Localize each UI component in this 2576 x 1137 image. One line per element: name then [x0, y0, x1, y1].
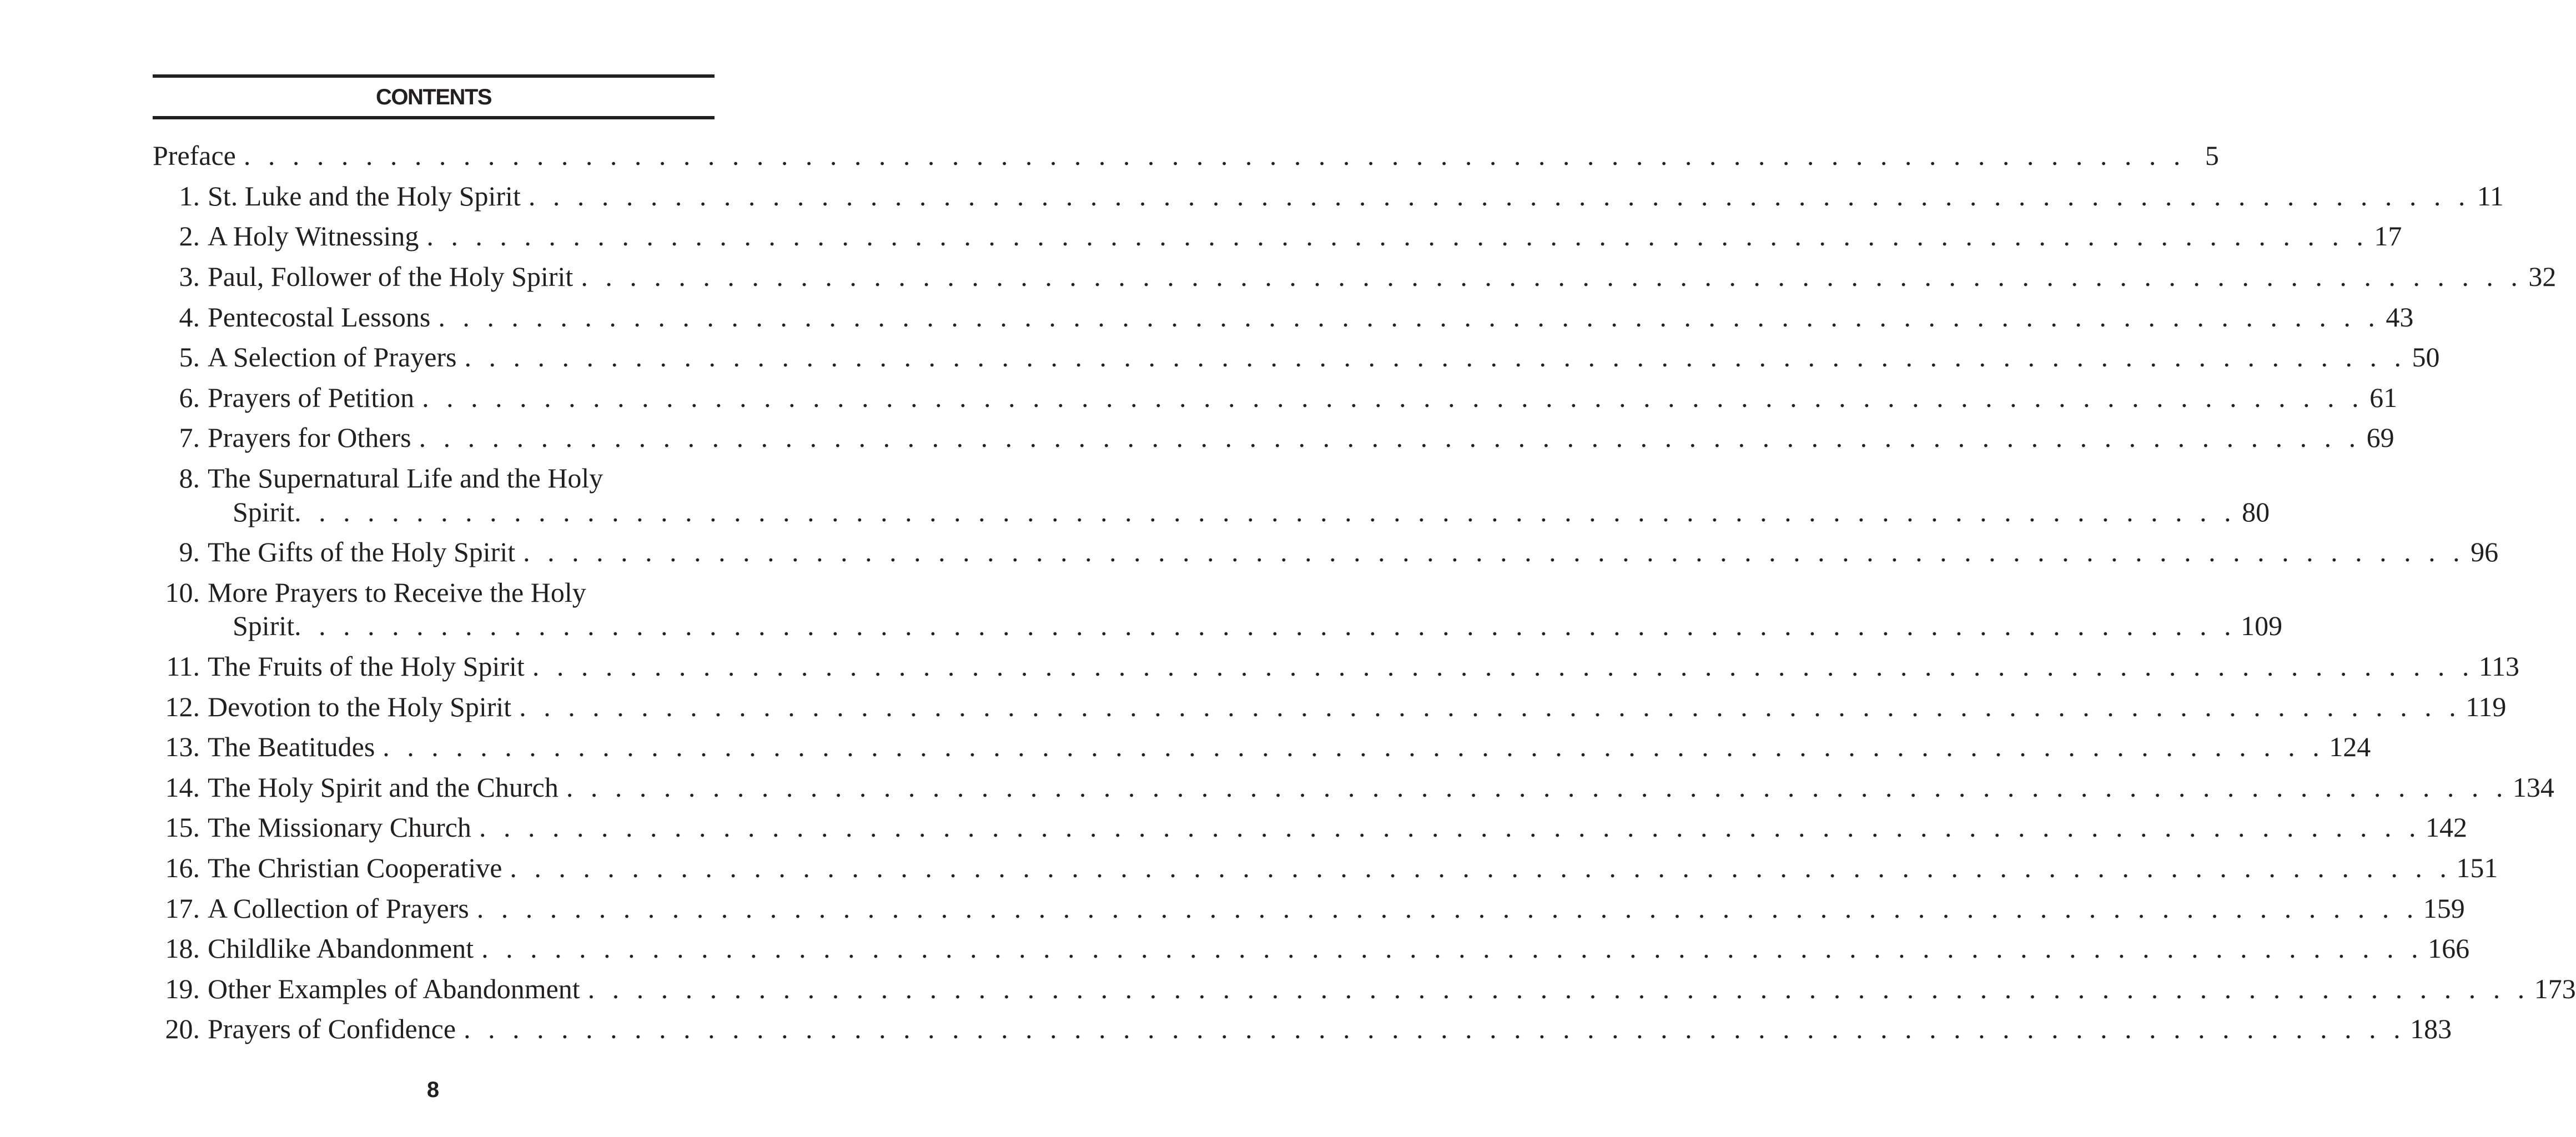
entry-page: 32 — [2528, 261, 2557, 293]
entry-number: 9. — [179, 536, 200, 568]
dot-leader: . . . . . . . . . . . . . . . . . . . . . . . . . . . . . . . . . . . . . . . . . . . . . . . . . . . . . . . . . . . . . . . . . . . . . . . . . . . . . . . . — [243, 140, 2186, 172]
entry-number: 5. — [179, 341, 200, 373]
entry-page: 69 — [2366, 422, 2394, 454]
entry-title: Pentecostal Lessons — [208, 301, 431, 333]
toc-entry-continuation — [153, 491, 2270, 532]
dot-leader: . . . . . . . . . . . . . . . . . . . . . . . . . . . . . . . . . . . . . . . . . . . . . . . . . . . . . . . . . . . . . . . . . . . . . . . . . . . . . . . . — [464, 341, 2407, 373]
entry-number: 1. — [179, 180, 200, 212]
entry-number: 2. — [179, 220, 200, 252]
dot-leader: . . . . . . . . . . . . . . . . . . . . . . . . . . . . . . . . . . . . . . . . . . . . . . . . . . . . . . . . . . . . . . . . . . . . . . . . . . . . . . . . — [464, 1013, 2406, 1045]
entry-title: The Fruits of the Holy Spirit — [208, 651, 525, 682]
entry-page: 124 — [2329, 731, 2371, 763]
toc-entry[interactable] — [153, 417, 2394, 458]
toc-entry[interactable] — [153, 337, 2440, 378]
entry-page: 183 — [2410, 1013, 2452, 1045]
toc-entry[interactable] — [153, 968, 2576, 1009]
bottom-rule — [153, 116, 715, 119]
entry-page: 159 — [2423, 892, 2465, 924]
dot-leader: . . . . . . . . . . . . . . . . . . . . . . . . . . . . . . . . . . . . . . . . . . . . . . . . . . . . . . . . . . . . . . . . . . . . . . . . . . . . . . . . — [419, 422, 2361, 454]
entry-title: The Missionary Church — [208, 812, 471, 843]
entry-title: More Prayers to Receive the Holy — [208, 576, 586, 608]
entry-title: The Holy Spirit and the Church — [208, 771, 559, 803]
dot-leader: . . . . . . . . . . . . . . . . . . . . . . . . . . . . . . . . . . . . . . . . . . . . . . . . . . . . . . . . . . . . . . . . . . . . . . . . . . . . . . . . — [510, 852, 2452, 883]
toc-entry[interactable] — [153, 1009, 2452, 1049]
entry-title: Prayers for Others — [208, 422, 411, 454]
contents-heading: CONTENTS — [376, 85, 491, 109]
entry-number: 4. — [179, 301, 200, 333]
entry-page: 43 — [2386, 301, 2414, 333]
dot-leader: . . . . . . . . . . . . . . . . . . . . . . . . . . . . . . . . . . . . . . . . . . . . . . . . . . . . . . . . . . . . . . . . . . . . . . . . . . . . . . . . — [481, 933, 2424, 964]
entry-number: 10. — [165, 576, 200, 608]
toc-entry[interactable] — [153, 646, 2519, 687]
dot-leader: . . . . . . . . . . . . . . . . . . . . . . . . . . . . . . . . . . . . . . . . . . . . . . . . . . . . . . . . . . . . . . . . . . . . . . . . . . . . . . . . — [528, 180, 2471, 212]
dot-leader: . . . . . . . . . . . . . . . . . . . . . . . . . . . . . . . . . . . . . . . . . . . . . . . . . . . . . . . . . . . . . . . . . . . . . . . . . . . . . . . . — [294, 610, 2237, 642]
entry-title: The Christian Cooperative — [208, 852, 502, 883]
dot-leader: . . . . . . . . . . . . . . . . . . . . . . . . . . . . . . . . . . . . . . . . . . . . . . . . . . . . . . . . . . . . . . . . . . . . . . . . . . . . . . . . — [383, 731, 2325, 763]
entry-number: 18. — [165, 933, 200, 964]
entry-page: 119 — [2466, 691, 2507, 722]
toc-entry[interactable] — [153, 888, 2465, 928]
entry-number: 19. — [165, 973, 200, 1004]
entry-title: Paul, Follower of the Holy Spirit — [208, 261, 573, 293]
dot-leader: . . . . . . . . . . . . . . . . . . . . . . . . . . . . . . . . . . . . . . . . . . . . . . . . . . . . . . . . . . . . . . . . . . . . . . . . . . . . . . . . — [519, 691, 2462, 722]
toc-entry[interactable] — [153, 807, 2467, 848]
dot-leader: . . . . . . . . . . . . . . . . . . . . . . . . . . . . . . . . . . . . . . . . . . . . . . . . . . . . . . . . . . . . . . . . . . . . . . . . . . . . . . . . — [566, 771, 2508, 803]
entry-page: 61 — [2369, 381, 2398, 413]
entry-number: 17. — [165, 892, 200, 924]
toc-entry[interactable] — [153, 256, 2557, 297]
entry-page: 80 — [2242, 496, 2270, 527]
entry-title: Preface — [153, 140, 236, 172]
entry-title: The Beatitudes — [208, 731, 375, 763]
top-rule — [153, 74, 715, 78]
entry-number: 7. — [179, 422, 200, 454]
entry-number: 3. — [179, 261, 200, 293]
dot-leader: . . . . . . . . . . . . . . . . . . . . . . . . . . . . . . . . . . . . . . . . . . . . . . . . . . . . . . . . . . . . . . . . . . . . . . . . . . . . . . . . — [523, 536, 2466, 568]
entry-number: 6. — [179, 381, 200, 413]
entry-page: 134 — [2512, 771, 2554, 803]
dot-leader: . . . . . . . . . . . . . . . . . . . . . . . . . . . . . . . . . . . . . . . . . . . . . . . . . . . . . . . . . . . . . . . . . . . . . . . . . . . . . . . . — [422, 381, 2364, 413]
entry-number: 16. — [165, 852, 200, 883]
dot-leader: . . . . . . . . . . . . . . . . . . . . . . . . . . . . . . . . . . . . . . . . . . . . . . . . . . . . . . . . . . . . . . . . . . . . . . . . . . . . . . . . — [532, 651, 2474, 682]
table-of-contents — [153, 135, 2576, 1049]
entry-page: 5 — [2205, 140, 2219, 172]
entry-page: 11 — [2477, 180, 2504, 212]
dot-leader: . . . . . . . . . . . . . . . . . . . . . . . . . . . . . . . . . . . . . . . . . . . . . . . . . . . . . . . . . . . . . . . . . . . . . . . . . . . . . . . . — [294, 496, 2237, 527]
toc-entry[interactable] — [153, 848, 2498, 888]
entry-title: A Holy Witnessing — [208, 220, 419, 252]
toc-entry[interactable] — [153, 686, 2507, 727]
page-number: 8 — [426, 1078, 440, 1102]
entry-title: A Selection of Prayers — [208, 341, 457, 373]
toc-entry[interactable] — [153, 135, 2219, 176]
entry-page: 151 — [2456, 852, 2498, 883]
entry-title: Other Examples of Abandonment — [208, 973, 580, 1004]
toc-entry[interactable] — [153, 767, 2554, 808]
entry-title: St. Luke and the Holy Spirit — [208, 180, 521, 212]
toc-entry[interactable] — [153, 296, 2414, 337]
entry-title: Childlike Abandonment — [208, 933, 474, 964]
entry-page: 17 — [2374, 220, 2402, 252]
dot-leader: . . . . . . . . . . . . . . . . . . . . . . . . . . . . . . . . . . . . . . . . . . . . . . . . . . . . . . . . . . . . . . . . . . . . . . . . . . . . . . . . — [581, 261, 2523, 293]
toc-entry[interactable] — [153, 378, 2398, 418]
entry-title-continued: Spirit — [233, 496, 295, 527]
entry-title-continued: Spirit — [233, 610, 295, 642]
dot-leader: . . . . . . . . . . . . . . . . . . . . . . . . . . . . . . . . . . . . . . . . . . . . . . . . . . . . . . . . . . . . . . . . . . . . . . . . . . . . . . . . — [426, 220, 2369, 252]
entry-number: 20. — [165, 1013, 200, 1045]
entry-title: Prayers of Confidence — [208, 1013, 456, 1045]
entry-title: The Gifts of the Holy Spirit — [208, 536, 516, 568]
dot-leader: . . . . . . . . . . . . . . . . . . . . . . . . . . . . . . . . . . . . . . . . . . . . . . . . . . . . . . . . . . . . . . . . . . . . . . . . . . . . . . . . — [438, 301, 2381, 333]
entry-number: 13. — [165, 731, 200, 763]
toc-entry-continuation — [153, 606, 2283, 646]
entry-title: Devotion to the Holy Spirit — [208, 691, 512, 722]
toc-entry[interactable] — [153, 928, 2470, 969]
entry-page: 109 — [2241, 610, 2283, 642]
entry-title: Prayers of Petition — [208, 381, 415, 413]
dot-leader: . . . . . . . . . . . . . . . . . . . . . . . . . . . . . . . . . . . . . . . . . . . . . . . . . . . . . . . . . . . . . . . . . . . . . . . . . . . . . . . . — [476, 892, 2419, 924]
entry-title: A Collection of Prayers — [208, 892, 469, 924]
entry-page: 96 — [2471, 536, 2499, 568]
dot-leader: . . . . . . . . . . . . . . . . . . . . . . . . . . . . . . . . . . . . . . . . . . . . . . . . . . . . . . . . . . . . . . . . . . . . . . . . . . . . . . . . — [479, 812, 2421, 843]
entry-page: 173 — [2534, 973, 2576, 1004]
toc-entry[interactable] — [153, 176, 2504, 217]
entry-number: 14. — [165, 771, 200, 803]
entry-number: 8. — [179, 462, 200, 494]
entry-title: The Supernatural Life and the Holy — [208, 462, 603, 494]
entry-page: 142 — [2425, 812, 2467, 843]
entry-page: 113 — [2478, 651, 2519, 682]
entry-number: 12. — [165, 691, 200, 722]
entry-number: 11. — [166, 651, 200, 682]
entry-page: 166 — [2428, 933, 2470, 964]
toc-entry[interactable] — [153, 727, 2371, 767]
dot-leader: . . . . . . . . . . . . . . . . . . . . . . . . . . . . . . . . . . . . . . . . . . . . . . . . . . . . . . . . . . . . . . . . . . . . . . . . . . . . . . . . — [587, 973, 2530, 1004]
toc-entry[interactable] — [153, 532, 2499, 572]
entry-page: 50 — [2412, 341, 2440, 373]
toc-entry[interactable] — [153, 216, 2402, 256]
entry-number: 15. — [165, 812, 200, 843]
